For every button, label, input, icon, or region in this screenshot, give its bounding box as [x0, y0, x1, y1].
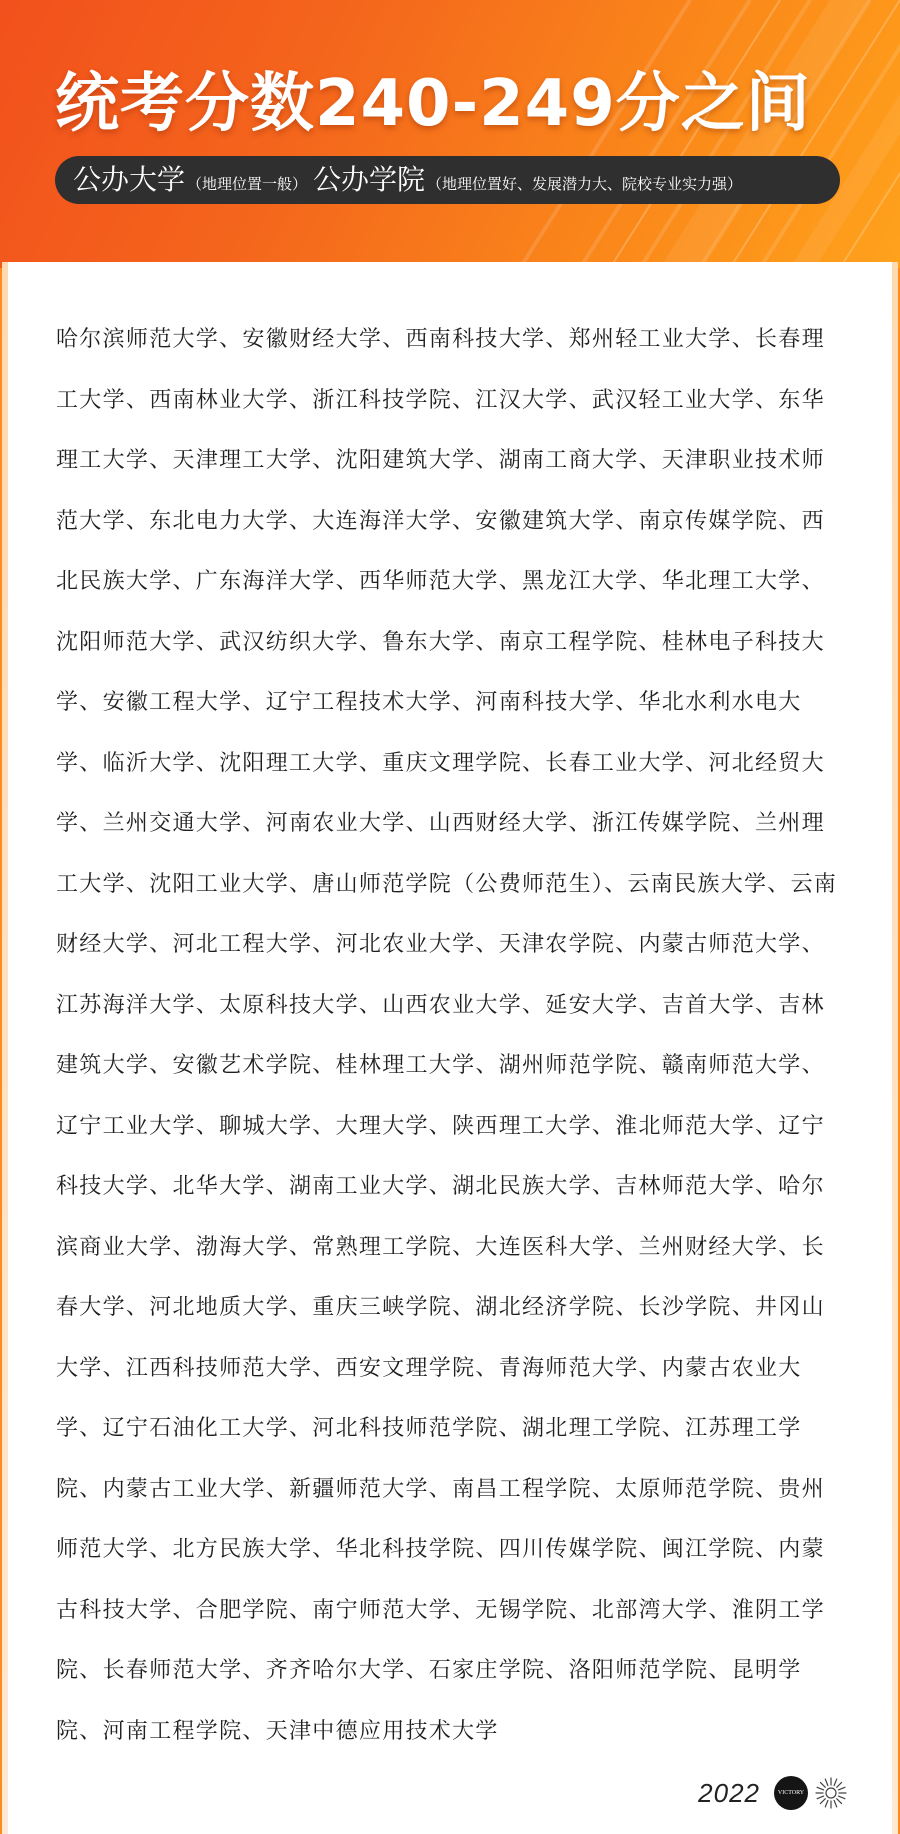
- page-title: 统考分数240-249分之间: [55, 67, 811, 141]
- year-label: 2022: [698, 1777, 760, 1808]
- footer: [698, 1776, 848, 1810]
- content-card: [2, 262, 898, 1834]
- victory-logo: VICTORY: [774, 1776, 808, 1810]
- header-banner: [0, 0, 900, 268]
- sunburst-icon: [814, 1776, 848, 1810]
- public-university-note: （地理位置一般）: [187, 175, 308, 193]
- public-college-note: （地理位置好、发展潜力大、院校专业实力强）: [427, 175, 743, 193]
- public-university-label: 公办大学: [73, 163, 186, 196]
- school-list-text: 哈尔滨师范大学、安徽财经大学、西南科技大学、郑州轻工业大学、长春理工大学、西南林业大学、浙江科技学院、江汉大学、武汉轻工业大学、东华理工大学、天津理工大学、沈阳建筑大学、湖南工商大学、天津职业技术师范大学、东北电力大学、大连海洋大学、安徽建筑大学、南京传媒学院、西北民族大学、广东海洋大学、西华师范大学、黑龙江大学、华北理工大学、沈阳师范大学、武汉纺织大学、鲁东大学、南京工程学院、桂林电子科技大学、安徽工程大学、辽宁工程技术大学、河南科技大学、华北水利水电大学、临沂大学、沈阳理工大学、重庆文理学院、长春工业大学、河北经贸大学、兰州交通大学、河南农业大学、山西财经大学、浙江传媒学院、兰州理工大学、沈阳工业大学、唐山师范学院（公费师范生）、云南民族大学、云南财经大学、河北工程大学、河北农业大学、天津农学院、内蒙古师范大学、江苏海洋大学、太原科技大学、山西农业大学、延安大学、吉首大学、吉林建筑大学、安徽艺术学院、桂林理工大学、湖州师范学院、赣南师范大学、辽宁工业大学、聊城大学、大理大学、陕西理工大学、淮北师范大学、辽宁科技大学、北华大学、湖南工业大学、湖北民族大学、吉林师范大学、哈尔滨商业大学、渤海大学、常熟理工学院、大连医科大学、兰州财经大学、长春大学、河北地质大学、重庆三峡学院、湖北经济学院、长沙学院、井冈山大学、江西科技师范大学、西安文理学院、青海师范大学、内蒙古农业大学、辽宁石油化工大学、河北科技师范学院、湖北理工学院、江苏理工学院、内蒙古工业大学、新疆师范大学、南昌工程学院、太原师范学院、贵州师范大学、北方民族大学、华北科技学院、四川传媒学院、闽江学院、内蒙古科技大学、合肥学院、南宁师范大学、无锡学院、北部湾大学、淮阴工学院、长春师范大学、齐齐哈尔大学、石家庄学院、洛阳师范学院、昆明学院、河南工程学院、天津中德应用技术大学: [56, 327, 838, 1744]
- category-pill: [55, 156, 840, 204]
- public-college-label: 公办学院: [313, 163, 426, 196]
